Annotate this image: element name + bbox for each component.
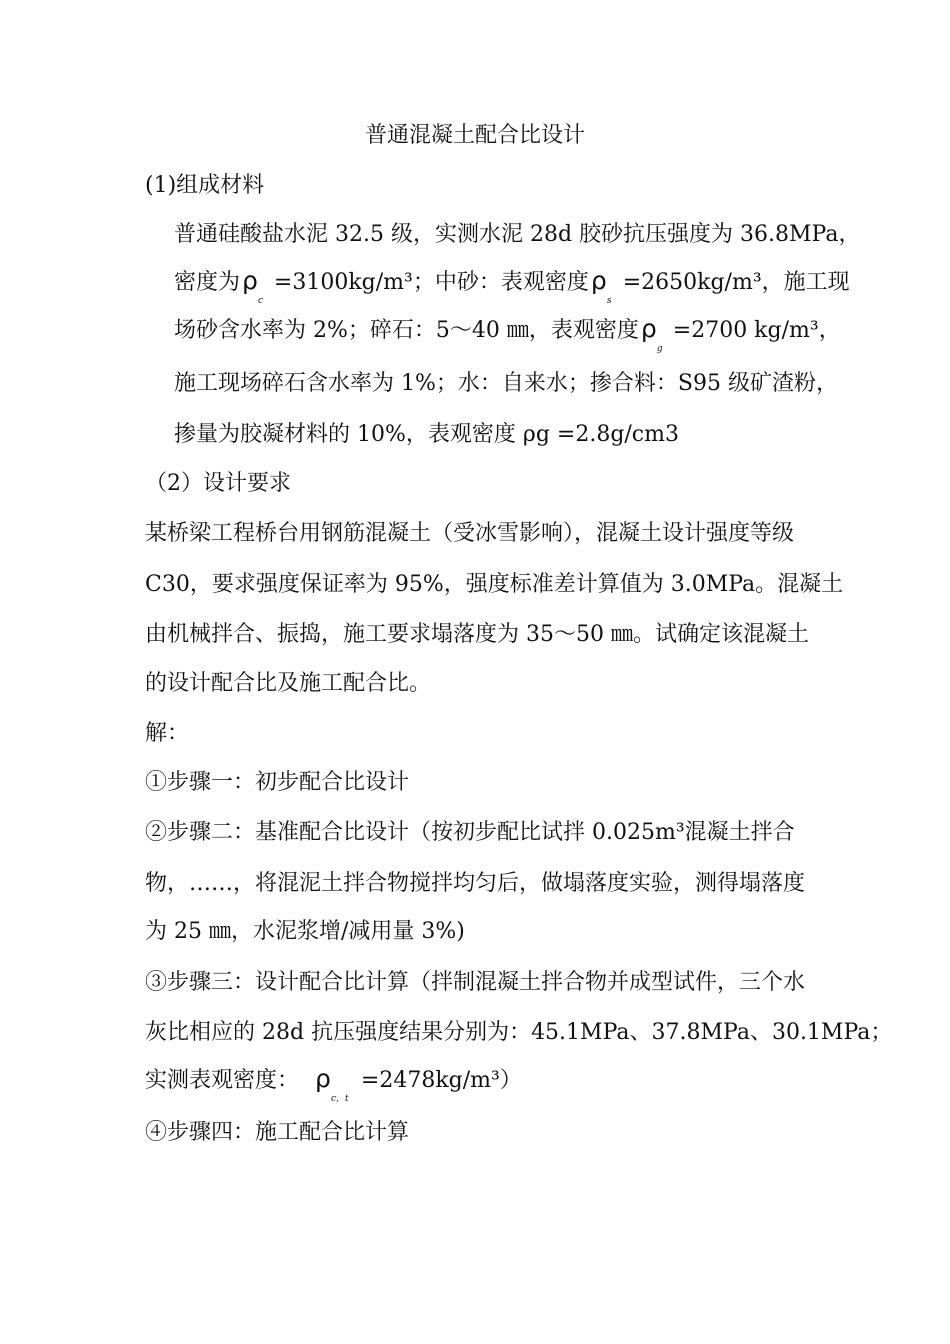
document-title: 普通混凝土配合比设计 [364, 123, 585, 148]
text-segment: =3100kg/m³；中砂：表观密度 [273, 270, 589, 295]
step2-line: 物，……，将混泥土拌合物搅拌均匀后，做塌落度实验，测得塌落度 [145, 871, 806, 896]
text-segment: =2700 kg/m³， [672, 318, 841, 343]
step3-density-line [145, 1064, 522, 1104]
step2-line: ②步骤二：基准配合比设计（按初步配比试拌 0.025m³混凝土拌合 [145, 820, 795, 845]
requirement-line: C30，要求强度保证率为 95%，强度标准差计算值为 3.0MPa。混凝土 [145, 572, 844, 597]
requirement-line: 由机械拌合、振捣，施工要求塌落度为 35～50 ㎜。试确定该混凝土 [145, 622, 809, 647]
step3-line: 灰比相应的 28d 抗压强度结果分别为：45.1MPa、37.8MPa、30.1MPa； [145, 1020, 893, 1045]
text-segment: 场砂含水率为 2%；碎石：5～40 ㎜，表观密度 [174, 318, 639, 343]
materials-line-admixture: 掺量为胶凝材料的 10%，表观密度 ρg =2.8g/cm3 [174, 422, 679, 447]
step1-line: ①步骤一：初步配合比设计 [145, 770, 410, 795]
step2-line: 为 25 ㎜，水泥浆增/减用量 3%) [145, 919, 465, 944]
section1-heading: (1)组成材料 [145, 173, 265, 198]
step4-line: ④步骤四：施工配合比计算 [145, 1120, 410, 1145]
solution-label: 解： [145, 721, 190, 746]
text-segment: 实测表观密度： [145, 1068, 300, 1093]
rho-symbol: ρ c [242, 266, 264, 306]
materials-line-cement: 普通硅酸盐水泥 32.5 级，实测水泥 28d 胶砂抗压强度为 36.8MPa， [174, 222, 861, 247]
text-segment: =2650kg/m³，施工现 [622, 270, 850, 295]
requirement-line: 某桥梁工程桥台用钢筋混凝土（受冰雪影响），混凝土设计强度等级 [145, 521, 795, 546]
materials-line-water: 施工现场碎石含水率为 1%；水：自来水；掺合料：S95 级矿渣粉， [174, 371, 838, 396]
rho-symbol: ρ c，t [315, 1064, 349, 1104]
subscript-c: c [258, 296, 264, 306]
text-segment: 密度为 [174, 270, 241, 295]
rho-symbol: ρ g [640, 314, 663, 354]
requirement-line: 的设计配合比及施工配合比。 [145, 671, 432, 696]
materials-line-gravel [174, 314, 841, 354]
subscript-g: g [656, 344, 663, 354]
text-segment: =2478kg/m³） [360, 1068, 522, 1093]
subscript-ct: c，t [331, 1094, 349, 1104]
section2-heading: （2）设计要求 [145, 471, 291, 496]
materials-line-density [174, 266, 850, 306]
rho-symbol: ρ s [590, 266, 612, 306]
subscript-s: s [606, 296, 612, 306]
step3-line: ③步骤三：设计配合比计算（拌制混凝土拌合物并成型试件，三个水 [145, 970, 806, 995]
